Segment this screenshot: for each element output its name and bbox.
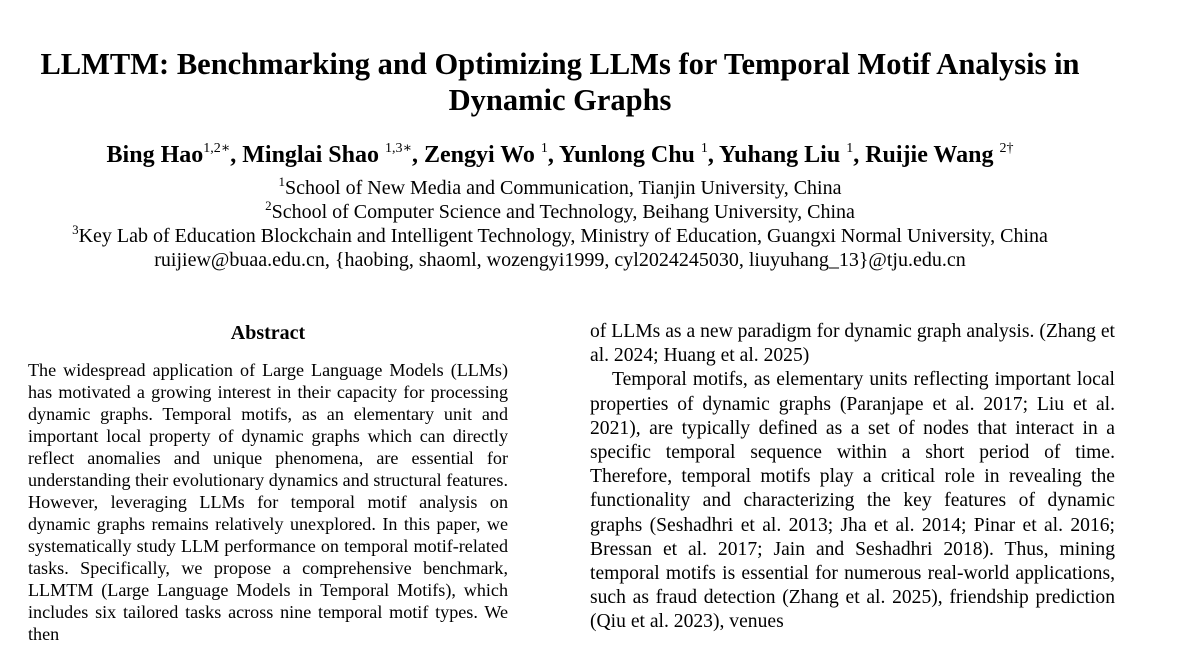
email-line: ruijiew@buaa.edu.cn, {haobing, shaoml, wozengyi1999, cyl2024245030, liuyuhang_13}@tju.edu.cn (154, 249, 966, 271)
intro-paragraph-2: Temporal motifs, as elementary units reflecting important local properties of dynamic graphs (Paranjape et al. 2017; Liu et al. 2021), are typically defined as a set of nodes that interact in a specific temporal sequence within a short period of time. Therefore, temporal motifs play a critical role in revealing the functionality and characterizing the key features of dynamic graphs (Seshadhri et al. 2013; Jha et al. 2014; Pinar et al. 2016; Bressan et al. 2017; Jain and Seshadhri 2018). Thus, mining temporal motifs is essential for numerous real-world applications, such as fraud detection (Zhang et al. 2025), friendship prediction (Qiu et al. 2023), venues (590, 369, 1115, 633)
affiliation-text: School of New Media and Communication, Tianjin University, China (285, 177, 842, 199)
author-affil-mark: 1 (700, 141, 708, 156)
affiliation-line (0, 200, 1120, 224)
author-name: Bing Hao (106, 142, 204, 168)
author-name: Yunlong Chu (559, 142, 695, 168)
title-line-2: Dynamic Graphs (448, 83, 672, 117)
affiliation-line (0, 176, 1120, 200)
author-affil-mark: 1,2∗ (203, 141, 231, 156)
affiliation-text: School of Computer Science and Technology, Beihang University, China (271, 201, 855, 223)
affiliation-mark: 2 (265, 198, 272, 213)
abstract-heading: Abstract (230, 322, 306, 344)
author-name: Ruijie Wang (865, 142, 994, 168)
introduction-column (590, 320, 1115, 635)
affiliation-text: Key Lab of Education Blockchain and Intelligent Technology, Ministry of Education, Guangxi Normal University, China (78, 225, 1048, 247)
author-affil-mark: 1 (846, 141, 854, 156)
author-affil-mark: 1 (540, 141, 548, 156)
author-affil-mark: 1,3∗ (384, 141, 412, 156)
title-line-1: LLMTM: Benchmarking and Optimizing LLMs for Temporal Motif Analysis in (40, 47, 1080, 81)
affiliation-line (0, 224, 1120, 248)
affiliation-block (0, 176, 1120, 272)
abstract-column (28, 319, 508, 645)
affiliation-mark: 1 (278, 174, 286, 189)
author-affil-mark: 2† (999, 141, 1014, 156)
author-name: Zengyi Wo (423, 142, 535, 168)
intro-paragraph-1: of LLMs as a new paradigm for dynamic graph analysis. (Zhang et al. 2024; Huang et al. 2025) (590, 321, 1115, 367)
author-name: Minglai Shao (242, 142, 379, 168)
author-name: Yuhang Liu (719, 142, 841, 168)
paper-title (0, 46, 1120, 118)
author-list: Bing Hao$^{1,2∗}$, Minglai Shao $^{1,3∗}$, Zengyi Wo $^1$, Yunlong Chu $^1$, Yuhang Liu $^1$, Ruijie Wang $^{2\dagger}$ (106, 141, 1014, 168)
abstract-text: The widespread application of Large Language Models (LLMs) has motivated a growing interest in their capacity for processing dynamic graphs. Temporal motifs, as an elementary unit and important local property of dynamic graphs which can directly reflect anomalies and unique phenomena, are essential for understanding their evolutionary dynamics and structural features. However, leveraging LLMs for temporal motif analysis on dynamic graphs remains relatively unexplored. In this paper, we systematically study LLM performance on temporal motif-related tasks. Specifically, we propose a comprehensive benchmark, LLMTM (Large Language Models in Temporal Motifs), which includes six tailored tasks across nine temporal motif types. We then (28, 360, 508, 644)
affiliation-mark: 3 (72, 222, 79, 237)
